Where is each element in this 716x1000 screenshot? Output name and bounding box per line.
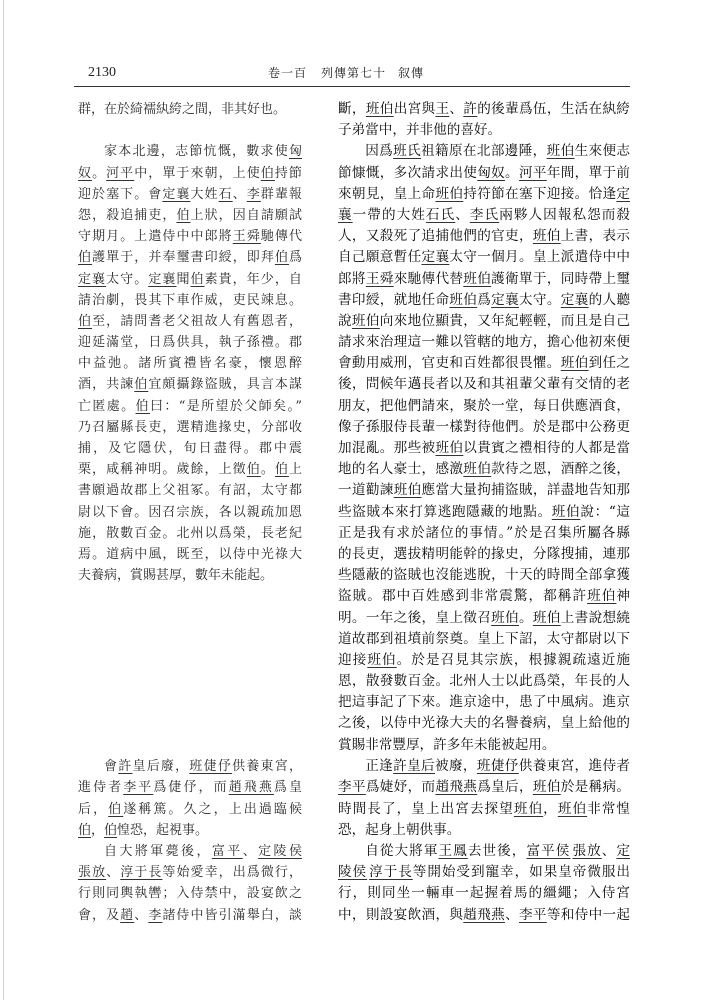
proper-name-mark: 定襄 [162, 186, 191, 202]
proper-name-mark: 班伯 [367, 651, 397, 668]
proper-name-mark: 伯 [78, 250, 93, 266]
proper-name-mark: 伯 [108, 801, 124, 817]
text-run: 自從大將軍 [365, 843, 439, 859]
proper-name-mark: 張放 [78, 865, 107, 881]
text-line [338, 205, 630, 226]
original-paragraph [78, 841, 302, 926]
text-run: 尉以下會。因召宗族，各以親疏加恩 [78, 504, 302, 520]
text-run: 。 [260, 462, 275, 478]
text-line [338, 163, 630, 184]
text-run: 、 [455, 206, 470, 223]
page-number: 2130 [88, 65, 116, 80]
proper-name-mark: 班伯 [351, 312, 380, 329]
proper-name-mark: 王鳳 [438, 843, 468, 859]
text-line [338, 862, 630, 883]
text-line [338, 608, 630, 629]
proper-name-mark: 王舜 [232, 229, 261, 245]
text-run: 、 [449, 101, 464, 117]
text-run: 節慷慨，多次請求出使 [338, 164, 478, 181]
text-line [338, 99, 630, 120]
text-run: 斷， [338, 101, 366, 117]
text-run: 之後，以侍中光祿大夫的名譽養病，皇上給他的 [338, 715, 630, 732]
text-run: 夫養病，賞賜甚厚，數年未能起。 [78, 568, 274, 584]
proper-name-mark: 伯 [260, 165, 275, 181]
text-run: ， [91, 822, 105, 838]
proper-name-mark: 李平 [518, 906, 547, 923]
text-run: 持符節在塞下迎接。恰逢 [463, 185, 617, 202]
text-run: 朋友，把他們請來，聚於一堂，每日供應酒食， [338, 397, 630, 414]
text-line [78, 247, 302, 268]
text-run: 等開始受到寵幸，如果皇帝微服出 [412, 864, 630, 881]
proper-name-mark: 富平侯 [526, 843, 571, 859]
proper-name-mark: 定襄 [491, 291, 519, 308]
text-line [78, 480, 302, 501]
text-run: 些盜賊本來打算逃跑隱藏的地點。 [338, 503, 552, 520]
proper-name-mark: 班伯 [532, 609, 561, 626]
text-run: 自大將軍薨後， [104, 844, 212, 859]
text-run: 中，單于來朝，上使 [134, 165, 261, 181]
text-run: 來馳傳代替 [393, 270, 464, 287]
text-run: 爲婕妤，而 [365, 779, 436, 796]
text-line [78, 905, 302, 926]
proper-name-mark: 伯 [134, 377, 149, 393]
text-run: 的長吏，選拔精明能幹的掾史，分隊搜捕，連那 [338, 545, 630, 562]
text-line [338, 692, 630, 713]
text-run: 爲 [477, 291, 492, 308]
text-run: 明。一年之後，皇上徵召 [338, 609, 492, 626]
text-run: 進侍者 [78, 780, 124, 796]
text-line [78, 99, 302, 120]
text-run: 遂稱篤。久之，上出過臨候 [123, 801, 302, 817]
text-line [338, 332, 630, 353]
text-run: 恐，起身上朝供事。 [338, 821, 461, 838]
text-line [78, 777, 302, 798]
text-line [78, 311, 302, 332]
text-run: 護衛單于，同時帶上璽 [491, 270, 630, 287]
text-line [78, 226, 302, 247]
proper-name-mark: 淳于長 [120, 865, 163, 881]
proper-name-mark: 張放 [572, 843, 602, 859]
proper-name-mark: 河平 [518, 164, 547, 181]
text-run: 自己願意暫任 [338, 249, 422, 266]
text-run: 書願過故郡上父祖冢。有詔，太守都 [78, 483, 302, 499]
text-run: 書印綬，就地任命 [338, 291, 450, 308]
original-paragraph [78, 141, 302, 586]
text-line [78, 841, 302, 862]
text-line [338, 459, 630, 480]
text-run: 、 [232, 186, 247, 202]
text-run: 。 [518, 609, 533, 626]
proper-name-mark: 班伯 [435, 440, 464, 457]
proper-name-mark: 石 [218, 186, 233, 202]
proper-name-mark: 班伯 [491, 609, 519, 626]
text-run: 太守。 [518, 291, 561, 308]
text-run: 、 [134, 907, 149, 923]
text-run: 的人聽 [588, 291, 630, 308]
text-line [78, 862, 302, 883]
text-line [338, 799, 630, 820]
proper-name-mark: 班伯 [449, 291, 478, 308]
text-line [78, 205, 302, 226]
proper-name-mark: 班伯 [557, 800, 588, 817]
proper-name-mark: 趙飛燕 [435, 779, 478, 796]
proper-name-mark: 班伯 [546, 143, 575, 160]
text-run: 家本北邊，志節忼慨，數求使 [104, 144, 289, 160]
text-run: 說：“這 [580, 503, 630, 520]
proper-name-mark: 王 [435, 101, 450, 117]
translation-paragraph [338, 841, 630, 926]
text-run: 請治劇，畏其下車作威，吏民竦息。 [78, 292, 302, 308]
text-run: 迎延滿堂，日爲供具，執子孫禮。郡 [78, 335, 302, 351]
proper-name-mark: 伯 [78, 313, 93, 329]
text-line [338, 396, 630, 417]
text-line [338, 226, 630, 247]
proper-name-mark: 陵侯 [338, 864, 368, 881]
text-run: 應當大量拘捕盜賊，詳盡地告知那 [421, 482, 630, 499]
text-line [78, 438, 302, 459]
text-run: 惶恐，起視事。 [117, 822, 209, 838]
text-run: 等和侍中一起 [546, 906, 630, 923]
text-run: 地的名人豪士，感激 [338, 461, 464, 478]
proper-name-mark: 班伯 [532, 228, 561, 245]
proper-name-mark: 伯 [104, 822, 118, 838]
proper-name-mark: 匈奴 [477, 164, 506, 181]
text-run: 些隱蔽的盜賊也沒能逃脫，十天的時間全部拿獲 [338, 567, 630, 584]
text-run: 皇后廢， [132, 759, 190, 775]
text-run: 怨，殺追捕吏， [78, 207, 177, 223]
text-run: 被廢， [434, 758, 477, 775]
text-line [338, 629, 630, 650]
text-line [78, 141, 302, 162]
text-line [78, 799, 302, 820]
text-run: 護單于，并奉璽書印綬，即拜 [92, 250, 275, 266]
text-run: 群，在於綺襦紈絝之間，非其好也。 [78, 102, 287, 117]
text-line [338, 290, 630, 311]
proper-name-mark: 班倢伃 [476, 758, 519, 775]
text-run: 栗，咸稱神明。歲餘，上徵 [78, 462, 247, 478]
text-run: 來朝見，皇上命 [338, 185, 436, 202]
proper-name-mark: 王舜 [365, 270, 394, 287]
text-run: 、 [601, 843, 617, 859]
text-line [338, 502, 630, 523]
text-line [78, 353, 302, 374]
proper-name-mark: 淳于長 [369, 864, 413, 881]
text-line [78, 396, 302, 417]
proper-name-mark: 趙飛燕 [463, 906, 506, 923]
text-run: 以貴賓之禮相待的人都是當 [463, 440, 630, 457]
text-run: 等始愛幸，出爲微行， [162, 865, 302, 881]
proper-name-mark: 伯 [135, 398, 150, 414]
proper-name-mark: 定 [616, 843, 630, 859]
text-run: 宜頗攝錄盜賊，具言本謀 [148, 377, 302, 393]
text-run: 生來便志 [574, 143, 630, 160]
text-run: 。於是召見其宗族，根據親疏遠近施 [396, 651, 630, 668]
text-run: 會 [104, 759, 119, 775]
text-line [78, 756, 302, 777]
text-line [78, 820, 302, 841]
text-line [338, 374, 630, 395]
proper-name-mark: 匈 [288, 144, 302, 160]
text-run: 上狀，因自請願試 [190, 207, 302, 223]
text-run: 年間，單于前 [546, 164, 630, 181]
original-text-column [78, 0, 302, 1000]
proper-name-mark: 李平 [123, 780, 154, 796]
text-run: 後，問候年邁長者以及和其祖輩父輩有交情的老 [338, 376, 630, 393]
text-run: 因爲 [365, 143, 394, 160]
proper-name-mark: 趙飛燕 [228, 780, 274, 796]
text-line [338, 650, 630, 671]
text-line [338, 777, 630, 798]
text-line [338, 713, 630, 734]
proper-name-mark: 李平 [338, 779, 366, 796]
text-run: 出宮與 [393, 101, 436, 117]
text-run: 非常惶 [587, 800, 630, 817]
proper-name-mark: 班伯 [532, 779, 561, 796]
text-run: 中，則設宴飲酒，與 [338, 906, 464, 923]
proper-name-mark: 伯 [274, 250, 289, 266]
text-run: 人，又殺死了追捕他們的官吏， [338, 228, 533, 245]
text-run: 酒，共諫 [78, 377, 135, 393]
text-run: 施，散數百金。北州以爲榮，長老紀 [78, 525, 302, 541]
text-line [338, 120, 630, 141]
text-run: 爲皇后， [477, 779, 533, 796]
proper-name-mark: 定 [616, 185, 630, 202]
text-run: 、 [505, 906, 519, 923]
text-line [338, 438, 630, 459]
text-run: 曰：“是所望於父師矣。” [149, 398, 302, 414]
text-run: 。 [505, 164, 519, 181]
text-run: 向來地位顯貴，又年紀輕輕，而且是自己 [379, 312, 630, 329]
text-run: 上書說想繞 [560, 609, 630, 626]
text-line [78, 184, 302, 205]
text-run: 迎接 [338, 651, 368, 668]
text-line [338, 671, 630, 692]
proper-name-mark: 伯 [176, 207, 191, 223]
text-line [338, 353, 630, 374]
original-paragraph [78, 756, 302, 841]
proper-name-mark: 定襄 [560, 291, 589, 308]
text-line [338, 586, 630, 607]
text-run: 去世後， [467, 843, 527, 859]
text-run: 到任之 [588, 355, 630, 372]
proper-name-mark: 伯 [274, 462, 289, 478]
text-line [338, 756, 630, 777]
text-line [338, 141, 630, 162]
proper-name-mark: 許 [118, 759, 133, 775]
running-title-chapter: 叙傳 [398, 66, 425, 80]
text-line [338, 247, 630, 268]
text-run: 持節 [274, 165, 302, 181]
text-line [78, 459, 302, 480]
text-run: 捕，及它隱伏，旬日盡得。郡中震 [78, 441, 302, 457]
text-line [78, 332, 302, 353]
proper-name-mark: 班伯 [463, 270, 492, 287]
text-run: 一帶的大姓 [352, 206, 426, 223]
text-run: 郎將 [338, 270, 366, 287]
text-line [338, 735, 630, 756]
text-run: 盜賊。郡中百姓感到非常震驚，都稱許 [338, 588, 588, 605]
proper-name-mark: 班伯 [587, 588, 617, 605]
translation-paragraph [338, 99, 630, 141]
text-run: 迎於塞下。會 [78, 186, 163, 202]
proper-name-mark: 富平 [211, 844, 243, 859]
text-line [78, 523, 302, 544]
text-line [78, 374, 302, 395]
text-run: 群輩報 [260, 186, 302, 202]
text-line [338, 820, 630, 841]
text-run: 款待之恩，酒醉之後， [491, 461, 630, 478]
text-run: 道故郡到祖墳前祭奠。皇上下詔，太守都尉以下 [338, 630, 630, 647]
text-run: 供養東宮，進侍者 [518, 758, 630, 775]
proper-name-mark: 李 [246, 186, 261, 202]
text-run: 請求來治理這一難以管轄的地方，擔心他初來便 [338, 334, 630, 351]
text-run: 會動用威刑，官吏和百姓都很畏懼。 [338, 355, 561, 372]
text-line [78, 417, 302, 438]
text-run: 行則同輿執轡；入侍禁中，設宴飲之 [78, 886, 302, 902]
text-line [78, 163, 302, 184]
proper-name-mark: 班氏 [393, 143, 422, 160]
translation-column [338, 0, 630, 1000]
text-run: 正逢 [365, 758, 394, 775]
text-line [338, 565, 630, 586]
text-run: 至，請問耆老父祖故人有舊恩者， [92, 313, 302, 329]
text-line [338, 184, 630, 205]
text-run: 聞 [176, 271, 191, 287]
proper-name-mark: 班伯 [513, 800, 544, 817]
text-run: 爲 [288, 250, 302, 266]
text-run: 神 [616, 588, 630, 605]
text-line [338, 417, 630, 438]
text-run: 恩，散發數百金。北州人士以此爲榮，年長的人 [338, 673, 630, 690]
text-run: 兩夥人因報私怨而殺 [499, 206, 630, 223]
text-run: 。 [92, 165, 107, 181]
proper-name-mark: 班倢伃 [189, 759, 233, 775]
proper-name-mark: 許 [463, 101, 478, 117]
proper-name-mark: 李 [148, 907, 163, 923]
text-run: 大姓 [190, 186, 219, 202]
translation-paragraph [338, 141, 630, 755]
text-run: 乃召屬縣長吏，選精進掾史，分部收 [78, 419, 302, 435]
running-title-volume: 卷一百 [268, 66, 308, 80]
proper-name-mark: 班伯 [393, 482, 422, 499]
text-run: 亡匿處。 [78, 398, 136, 414]
text-run: 、 [106, 865, 121, 881]
proper-name-mark: 定陵侯 [258, 844, 302, 859]
text-run: 、 [242, 844, 259, 859]
text-run: 一道勸諫 [338, 482, 394, 499]
proper-name-mark: 伯 [190, 271, 205, 287]
text-run: 守期月。上遣侍中中郎將 [78, 229, 233, 245]
text-run: 的後輩爲伍，生活在紈絝 [477, 101, 630, 117]
scan-page-edge [3, 0, 4, 1000]
text-line [338, 905, 630, 926]
proper-name-mark: 河平 [106, 165, 135, 181]
text-run: 說 [338, 312, 352, 329]
proper-name-mark: 襄 [338, 206, 353, 223]
text-run: 把這事記了下來。進京途中，患了中風病。進京 [338, 694, 630, 711]
text-run: 太守。 [106, 271, 149, 287]
text-line [78, 290, 302, 311]
translation-paragraph [338, 756, 630, 841]
text-run: 時間長了，皇上出宮去探望 [338, 800, 514, 817]
text-run: 太守一個月。皇上派遣侍中中 [449, 249, 630, 266]
text-run: 爲皇 [273, 780, 302, 796]
text-run: 上 [288, 462, 302, 478]
text-run: 賞賜非常豐厚，許多年未能被起用。 [338, 736, 556, 753]
text-line [338, 523, 630, 544]
text-line [78, 565, 302, 586]
text-run: 爲倢伃，而 [153, 780, 229, 796]
text-line [78, 269, 302, 290]
text-line [338, 841, 630, 862]
text-run: 素貴，年少，自 [204, 271, 302, 287]
text-run: 祖籍原在北部邊陲， [421, 143, 547, 160]
running-title-section: 列傳第七十 [321, 66, 387, 80]
proper-name-mark: 定襄 [78, 271, 107, 287]
original-paragraph [78, 99, 302, 120]
text-run: 中益弛。諸所賓禮皆名豪，懷恩醉 [78, 356, 302, 372]
text-line [78, 883, 302, 904]
text-run: 供養東宮， [232, 759, 302, 775]
proper-name-mark: 班伯 [365, 101, 394, 117]
proper-name-mark: 李氏 [469, 206, 500, 223]
proper-name-mark: 石氏 [425, 206, 456, 223]
proper-name-mark: 定襄 [148, 271, 177, 287]
text-run: 上書，表示 [560, 228, 630, 245]
text-run: 后， [78, 801, 109, 817]
proper-name-mark: 班伯 [463, 461, 492, 478]
text-run: 像子孫服侍長輩一樣對待他們。於是郡中公務更 [338, 418, 630, 435]
text-line [78, 502, 302, 523]
proper-name-mark: 班伯 [551, 503, 581, 520]
proper-name-mark: 趙 [120, 907, 135, 923]
text-run: 於是稱病。 [560, 779, 630, 796]
text-run: 行，則同坐一輛車一起握着馬的繮繩；入侍宮 [338, 885, 630, 902]
text-run: 加混亂。那些被 [338, 440, 436, 457]
proper-name-mark: 班伯 [435, 185, 464, 202]
proper-name-mark: 班伯 [560, 355, 589, 372]
text-run: 馳傳代 [260, 229, 302, 245]
text-run: 會，及 [78, 907, 121, 923]
text-line [338, 311, 630, 332]
text-run: 焉。道病中風，既至，以侍中光祿大 [78, 546, 302, 562]
text-run: 正是我有求於諸位的事情。”於是召集所屬各縣 [338, 524, 630, 541]
text-line [338, 544, 630, 565]
proper-name-mark: 許皇后 [393, 758, 435, 775]
proper-name-mark: 奴 [78, 165, 93, 181]
proper-name-mark: 定襄 [421, 249, 450, 266]
text-run: 子弟當中，并非他的喜好。 [338, 122, 502, 139]
text-line [338, 883, 630, 904]
text-run: 諸侍中皆引滿舉白，談 [162, 907, 302, 923]
proper-name-mark: 伯 [246, 462, 261, 478]
text-line [78, 544, 302, 565]
text-line [338, 269, 630, 290]
proper-name-mark: 伯 [78, 822, 92, 838]
text-run: ， [543, 800, 558, 817]
text-line [338, 480, 630, 501]
